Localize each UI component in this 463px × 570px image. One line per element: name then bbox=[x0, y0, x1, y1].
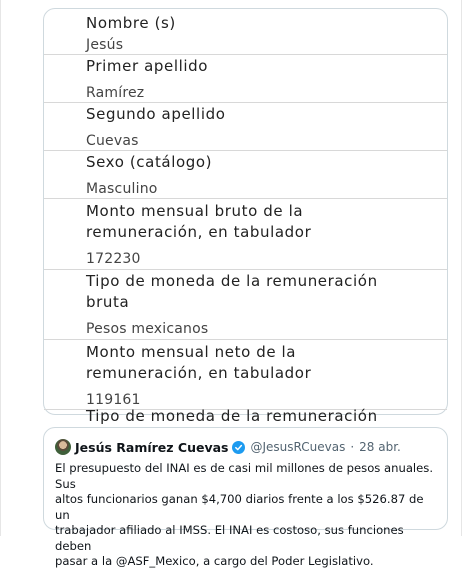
field-value-segundo-apellido: Cuevas bbox=[86, 133, 139, 149]
row-divider bbox=[44, 102, 447, 103]
avatar[interactable] bbox=[55, 439, 71, 455]
tweet-date[interactable]: 28 abr. bbox=[359, 440, 401, 454]
field-label-monto-neto: Monto mensual neto de la bbox=[86, 343, 297, 361]
timeline-right-border bbox=[461, 0, 462, 536]
dot-separator: · bbox=[350, 440, 355, 454]
field-label-primer-apellido: Primer apellido bbox=[86, 57, 209, 75]
field-value-primer-apellido: Ramírez bbox=[86, 85, 145, 101]
field-value-nombre: Jesús bbox=[86, 37, 124, 53]
author-name[interactable]: Jesús Ramírez Cuevas bbox=[75, 439, 229, 455]
record-image-card[interactable] bbox=[43, 8, 448, 425]
checkmark-icon bbox=[234, 443, 243, 452]
field-label-segundo-apellido: Segundo apellido bbox=[86, 105, 226, 123]
quoted-tweet[interactable] bbox=[43, 427, 448, 568]
field-value-sexo: Masculino bbox=[86, 181, 158, 197]
tweet-text-line: altos funcionarios ganan $4,700 diarios frente a los $526.87 de un bbox=[55, 492, 424, 522]
field-label-nombre: Nombre (s) bbox=[86, 14, 176, 32]
row-divider bbox=[44, 150, 447, 151]
field-label-monto-bruto-line2: remuneración, en tabulador bbox=[86, 223, 312, 241]
verified-badge-icon bbox=[232, 441, 245, 454]
row-divider bbox=[44, 339, 447, 340]
quoted-tweet-text bbox=[55, 461, 441, 570]
tweet-text-line: El presupuesto del INAI es de casi mil millones de pesos anuales. Sus bbox=[55, 461, 434, 491]
row-divider bbox=[44, 269, 447, 270]
field-label-monto-neto-line2: remuneración, en tabulador bbox=[86, 364, 312, 382]
cut-off-label: Tipo de moneda de la remuneración bbox=[86, 407, 378, 425]
field-value-monto-bruto: 172230 bbox=[86, 251, 141, 267]
field-value-moneda-bruta: Pesos mexicanos bbox=[86, 321, 209, 337]
tweet-text-line: pasar a la @ASF_Mexico, a cargo del Poder Legislativo. bbox=[55, 554, 374, 568]
field-label-moneda-bruta-line2: bruta bbox=[86, 293, 130, 311]
timeline-left-border bbox=[0, 0, 1, 536]
row-divider bbox=[44, 198, 447, 199]
row-divider bbox=[44, 54, 447, 55]
tweet-text-line: trabajador afiliado al IMSS. El INAI es costoso, sus funciones deben bbox=[55, 523, 404, 553]
field-label-sexo: Sexo (catálogo) bbox=[86, 153, 213, 171]
field-label-monto-bruto: Monto mensual bruto de la bbox=[86, 202, 304, 220]
author-handle[interactable]: @JesusRCuevas bbox=[250, 440, 346, 454]
field-value-monto-neto: 119161 bbox=[86, 392, 141, 408]
field-label-moneda-bruta: Tipo de moneda de la remuneración bbox=[86, 272, 378, 290]
quoted-tweet-header bbox=[55, 437, 401, 457]
